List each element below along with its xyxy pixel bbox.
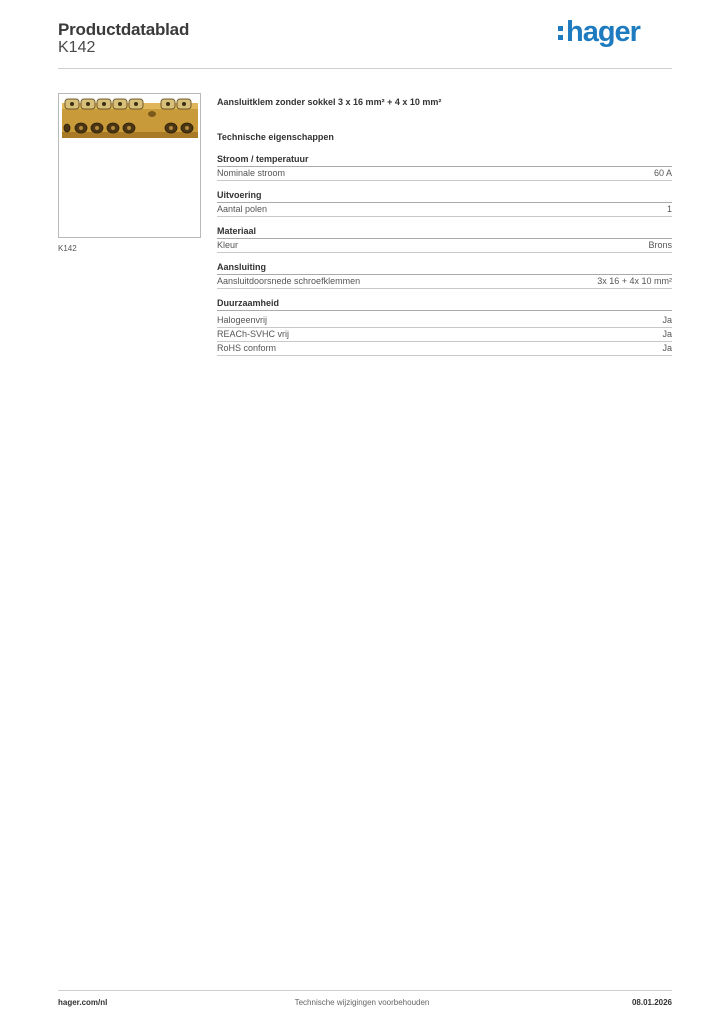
footer-date: 08.01.2026 — [631, 998, 672, 1007]
spec-label: RoHS conform — [217, 343, 277, 353]
spec-label: REACh-SVHC vrij — [217, 329, 290, 339]
document-title: Productdatablad — [58, 20, 190, 39]
spec-row — [217, 342, 672, 356]
spec-value: 60 A — [653, 168, 672, 178]
terminal-block-icon — [59, 94, 200, 144]
group-title: Duurzaamheid — [217, 297, 672, 311]
spec-value: Ja — [662, 329, 672, 339]
section-title: Technische eigenschappen — [217, 132, 334, 142]
group-current-temperature — [217, 153, 672, 181]
footer-disclaimer: Technische wijzigingen voorbehouden — [294, 998, 430, 1007]
spec-value: 3x 16 + 4x 10 mm² — [597, 276, 672, 286]
spec-value: 1 — [666, 204, 672, 214]
hager-logo — [566, 14, 640, 50]
spec-value: Ja — [662, 315, 672, 325]
group-connection — [217, 261, 672, 289]
spec-label: Nominale stroom — [217, 168, 286, 178]
spec-label: Aantal polen — [217, 204, 268, 214]
spec-row — [217, 239, 672, 253]
spec-value: Brons — [648, 240, 672, 250]
spec-row — [217, 275, 672, 289]
footer-website-link[interactable]: hager.com/nl — [58, 998, 108, 1007]
header-divider — [58, 68, 672, 69]
spec-label: Kleur — [217, 240, 239, 250]
product-code: K142 — [58, 39, 96, 56]
group-title: Materiaal — [217, 225, 672, 239]
spec-row — [217, 328, 672, 342]
logo-dots-icon — [558, 24, 563, 42]
image-caption: K142 — [58, 244, 77, 253]
logo-text: hager — [566, 16, 640, 48]
spec-row — [217, 203, 672, 217]
spec-value: Ja — [662, 343, 672, 353]
group-title: Aansluiting — [217, 261, 672, 275]
group-title: Stroom / temperatuur — [217, 153, 672, 167]
group-design — [217, 189, 672, 217]
group-sustainability — [217, 297, 672, 356]
product-details — [217, 96, 672, 356]
spec-row — [217, 314, 672, 328]
group-title: Uitvoering — [217, 189, 672, 203]
footer-divider — [58, 990, 672, 991]
spec-row — [217, 167, 672, 181]
spec-label: Halogeenvrij — [217, 315, 268, 325]
group-material — [217, 225, 672, 253]
spec-label: Aansluitdoorsnede schroefklemmen — [217, 276, 361, 286]
product-description: Aansluitklem zonder sokkel 3 x 16 mm² + 4 x 10 mm² — [217, 97, 442, 107]
product-image — [58, 93, 201, 238]
